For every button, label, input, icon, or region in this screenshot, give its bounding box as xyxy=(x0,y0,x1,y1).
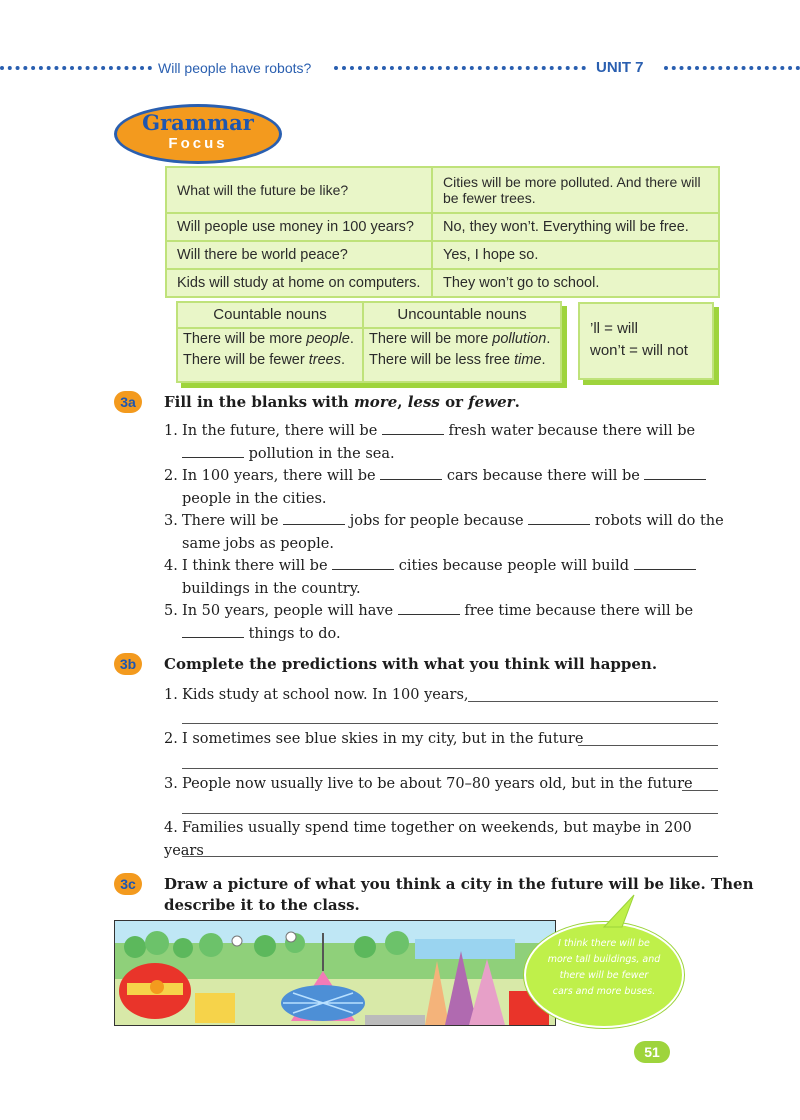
blank[interactable] xyxy=(644,465,706,480)
speech-bubble xyxy=(524,922,684,1028)
countable-example-1: There will be more people. xyxy=(183,331,354,347)
blank[interactable] xyxy=(283,510,345,525)
answer-line[interactable] xyxy=(182,723,718,724)
contraction-will-not: won’t = will not xyxy=(590,342,688,359)
section-3b-item-1: 1. Kids study at school now. In 100 years, xyxy=(164,687,469,703)
header-title: Will people have robots? xyxy=(158,60,312,76)
countable-header: Countable nouns xyxy=(178,303,362,329)
bubble-line: there will be fewer xyxy=(559,970,649,981)
section-3b-item-2: 2. I sometimes see blue skies in my city, but in the future xyxy=(164,731,584,747)
table-row xyxy=(166,269,719,297)
contraction-will: ’ll = will xyxy=(590,320,638,337)
blank[interactable] xyxy=(528,510,590,525)
uncountable-example-2: There will be less free time. xyxy=(369,352,546,368)
list-item: 1. In the future, there will be fresh water because there will be xyxy=(164,420,724,443)
section-3b-item-4: 4. Families usually spend time together on weekends, but maybe in 200 years xyxy=(164,820,692,859)
nouns-box xyxy=(176,301,562,383)
table-row xyxy=(166,213,719,241)
table-question: What will the future be like? xyxy=(166,167,432,213)
blank[interactable] xyxy=(398,600,460,615)
header-dots-right xyxy=(664,66,800,70)
table-answer: No, they won’t. Everything will be free. xyxy=(432,213,719,241)
blank[interactable] xyxy=(382,420,444,435)
grammar-table xyxy=(165,166,720,298)
answer-line[interactable] xyxy=(468,701,718,702)
table-answer: Yes, I hope so. xyxy=(432,241,719,269)
countable-example-2: There will be fewer trees. xyxy=(183,352,345,368)
header-unit: UNIT 7 xyxy=(596,59,644,76)
list-item: 3. There will be jobs for people because robots will do the xyxy=(164,510,724,533)
section-3b-badge: 3b xyxy=(114,653,142,675)
section-3b-title: Complete the predictions with what you think will happen. xyxy=(164,655,658,673)
bubble-line: more tall buildings, and xyxy=(547,954,661,965)
table-question: Kids will study at home on computers. xyxy=(166,269,432,297)
header-dots-left xyxy=(0,66,152,70)
table-answer: They won’t go to school. xyxy=(432,269,719,297)
section-3a-list xyxy=(164,420,724,645)
list-item: 5. In 50 years, people will have free time because there will be xyxy=(164,600,724,623)
header-dots-middle xyxy=(334,66,586,70)
future-city-illustration xyxy=(114,920,556,1026)
section-3c-badge: 3c xyxy=(114,873,142,895)
blank[interactable] xyxy=(380,465,442,480)
table-row xyxy=(166,241,719,269)
table-question: Will people use money in 100 years? xyxy=(166,213,432,241)
answer-line[interactable] xyxy=(682,790,718,791)
list-item-cont: things to do. xyxy=(164,623,724,646)
blank[interactable] xyxy=(182,623,244,638)
answer-line[interactable] xyxy=(182,856,718,857)
section-3a-title: Fill in the blanks with more, less or fewer. xyxy=(164,393,520,411)
table-question: Will there be world peace? xyxy=(166,241,432,269)
badge-subtitle: Focus xyxy=(168,135,228,152)
bubble-line: cars and more buses. xyxy=(552,986,656,997)
badge-title: Grammar xyxy=(142,110,254,135)
grammar-focus-badge xyxy=(114,104,282,164)
answer-line[interactable] xyxy=(182,813,718,814)
bubble-line: I think there will be xyxy=(558,938,650,949)
speech-bubble-tail xyxy=(600,893,640,929)
section-3b-item-3: 3. People now usually live to be about 70–80 years old, but in the future xyxy=(164,776,693,792)
blank[interactable] xyxy=(332,555,394,570)
blank[interactable] xyxy=(182,443,244,458)
list-item-cont: people in the cities. xyxy=(182,490,327,507)
countable-column xyxy=(178,303,364,381)
contractions-box xyxy=(578,302,714,380)
list-item-cont: buildings in the country. xyxy=(182,580,361,597)
table-answer: Cities will be more polluted. And there will be fewer trees. xyxy=(432,167,719,213)
section-3a-badge: 3a xyxy=(114,391,142,413)
uncountable-header: Uncountable nouns xyxy=(364,303,560,329)
page-number: 51 xyxy=(634,1041,670,1063)
city-drawing xyxy=(115,921,555,1025)
list-item: 2. In 100 years, there will be cars because there will be xyxy=(164,465,724,488)
list-item: 4. I think there will be cities because people will build xyxy=(164,555,724,578)
list-item-cont: same jobs as people. xyxy=(182,535,334,552)
answer-line[interactable] xyxy=(182,768,718,769)
uncountable-column xyxy=(364,303,560,381)
blank[interactable] xyxy=(634,555,696,570)
section-3c-title: Draw a picture of what you think a city in the future will be like. Then describe it to the class. xyxy=(164,875,754,914)
list-item-cont: pollution in the sea. xyxy=(164,443,724,466)
answer-line[interactable] xyxy=(578,745,718,746)
table-row xyxy=(166,167,719,213)
uncountable-example-1: There will be more pollution. xyxy=(369,331,551,347)
